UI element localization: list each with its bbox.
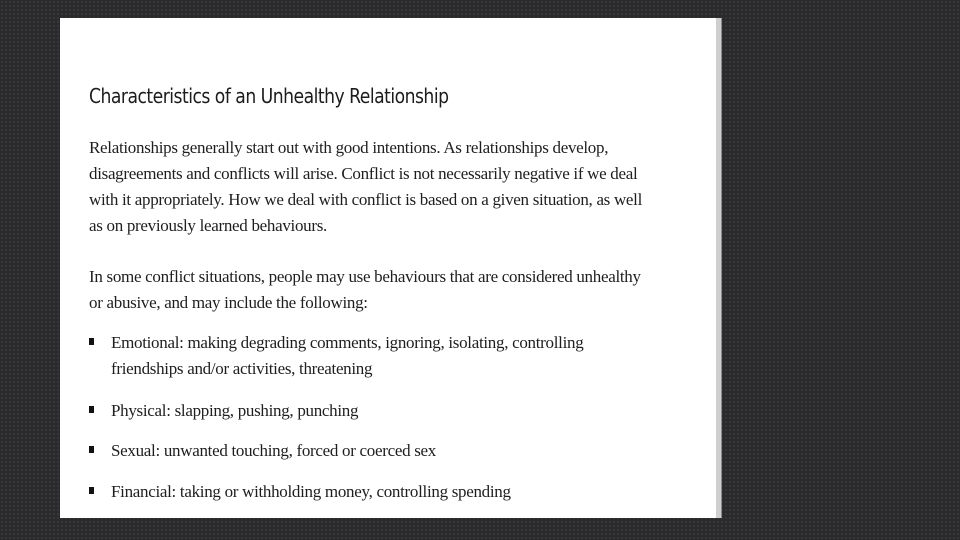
bullet-icon: [89, 446, 94, 453]
intro-paragraph: Relationships generally start out with good intentions. As relationships develop, disagreements and conflicts will arise. Conflict is not necessarily negative if we deal with it appropriately. How we deal with conflict is based on a given situation, as well as on previously learned behaviours.: [89, 138, 643, 235]
bullet-icon: [89, 338, 94, 345]
list-item-text: Physical: slapping, pushing, punching: [111, 401, 359, 420]
bullet-icon: [89, 406, 94, 413]
list-item-emotional: [89, 330, 649, 382]
list-item-text: Emotional: making degrading comments, ignoring, isolating, controlling friendships and/or activities, threatening: [111, 333, 584, 378]
conflict-paragraph: In some conflict situations, people may use behaviours that are considered unhealthy or abusive, and may include the following:: [89, 267, 641, 312]
bullet-icon: [89, 487, 94, 494]
list-item-financial: [89, 479, 649, 505]
list-item-sexual: [89, 438, 649, 464]
document-title: Characteristics of an Unhealthy Relationship: [89, 84, 449, 108]
list-item-physical: [89, 398, 649, 424]
document-image: [60, 18, 716, 518]
list-item-text: Financial: taking or withholding money, controlling spending: [111, 482, 511, 501]
list-item-text: Sexual: unwanted touching, forced or coerced sex: [111, 441, 437, 460]
